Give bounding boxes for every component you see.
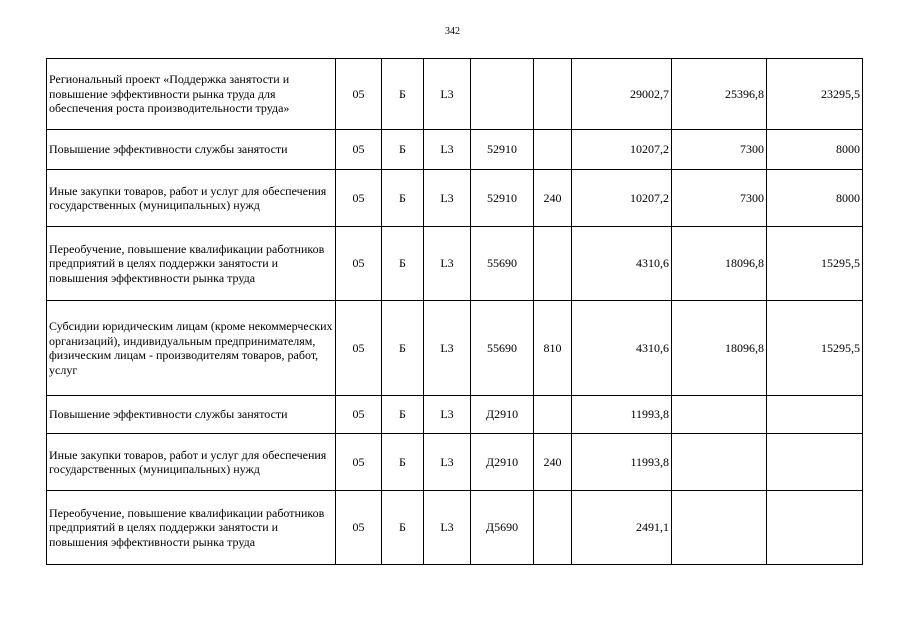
- cell-target: 55690: [471, 227, 534, 301]
- cell-value-1: 10207,2: [572, 130, 672, 170]
- cell-value-1: 4310,6: [572, 227, 672, 301]
- table-row: [47, 227, 863, 301]
- cell-expense-type: [534, 130, 572, 170]
- table-body: [47, 59, 863, 565]
- cell-program: Б: [382, 491, 424, 565]
- cell-target: 55690: [471, 301, 534, 396]
- cell-expense-type: 240: [534, 434, 572, 491]
- cell-value-1: 11993,8: [572, 434, 672, 491]
- row-name: Иные закупки товаров, работ и услуг для обеспечения государственных (муниципальных) нужд: [47, 170, 336, 227]
- cell-subprogram: L3: [424, 396, 471, 434]
- cell-value-3: [767, 396, 863, 434]
- cell-section: 05: [336, 301, 382, 396]
- cell-value-3: 23295,5: [767, 59, 863, 130]
- table-row: [47, 170, 863, 227]
- table-row: [47, 491, 863, 565]
- table-row: [47, 130, 863, 170]
- cell-subprogram: L3: [424, 130, 471, 170]
- cell-subprogram: L3: [424, 59, 471, 130]
- row-name: Субсидии юридическим лицам (кроме некоммерческих организаций), индивидуальным предпринимателям, физическим лицам - производителям товаров, работ, услуг: [47, 301, 336, 396]
- cell-program: Б: [382, 59, 424, 130]
- cell-section: 05: [336, 170, 382, 227]
- cell-value-1: 29002,7: [572, 59, 672, 130]
- cell-expense-type: [534, 227, 572, 301]
- cell-value-2: 7300: [672, 170, 767, 227]
- table-row: [47, 59, 863, 130]
- cell-value-3: 8000: [767, 170, 863, 227]
- cell-value-3: [767, 491, 863, 565]
- cell-expense-type: [534, 59, 572, 130]
- row-name: Переобучение, повышение квалификации работников предприятий в целях поддержки занятости и повышения эффективности рынка труда: [47, 227, 336, 301]
- cell-target: [471, 59, 534, 130]
- cell-program: Б: [382, 130, 424, 170]
- cell-value-1: 11993,8: [572, 396, 672, 434]
- cell-target: Д2910: [471, 396, 534, 434]
- cell-value-2: 18096,8: [672, 227, 767, 301]
- cell-section: 05: [336, 130, 382, 170]
- cell-value-2: [672, 434, 767, 491]
- cell-value-3: [767, 434, 863, 491]
- cell-subprogram: L3: [424, 170, 471, 227]
- cell-target: 52910: [471, 170, 534, 227]
- table-row: [47, 301, 863, 396]
- cell-value-3: 15295,5: [767, 301, 863, 396]
- cell-value-3: 15295,5: [767, 227, 863, 301]
- cell-expense-type: [534, 491, 572, 565]
- budget-table: [46, 58, 863, 565]
- row-name: Иные закупки товаров, работ и услуг для обеспечения государственных (муниципальных) нужд: [47, 434, 336, 491]
- cell-subprogram: L3: [424, 491, 471, 565]
- cell-value-1: 4310,6: [572, 301, 672, 396]
- cell-section: 05: [336, 227, 382, 301]
- cell-expense-type: [534, 396, 572, 434]
- row-name: Региональный проект «Поддержка занятости и повышение эффективности рынка труда для обеспечения роста производительности труда»: [47, 59, 336, 130]
- cell-value-2: 25396,8: [672, 59, 767, 130]
- cell-value-1: 10207,2: [572, 170, 672, 227]
- row-name: Переобучение, повышение квалификации работников предприятий в целях поддержки занятости и повышения эффективности рынка труда: [47, 491, 336, 565]
- cell-section: 05: [336, 396, 382, 434]
- cell-subprogram: L3: [424, 227, 471, 301]
- cell-target: Д5690: [471, 491, 534, 565]
- cell-target: Д2910: [471, 434, 534, 491]
- table-row: [47, 396, 863, 434]
- cell-value-1: 2491,1: [572, 491, 672, 565]
- cell-program: Б: [382, 227, 424, 301]
- cell-subprogram: L3: [424, 301, 471, 396]
- row-name: Повышение эффективности службы занятости: [47, 396, 336, 434]
- cell-section: 05: [336, 491, 382, 565]
- cell-subprogram: L3: [424, 434, 471, 491]
- cell-value-3: 8000: [767, 130, 863, 170]
- row-name: Повышение эффективности службы занятости: [47, 130, 336, 170]
- cell-program: Б: [382, 170, 424, 227]
- cell-value-2: 7300: [672, 130, 767, 170]
- cell-value-2: [672, 491, 767, 565]
- cell-target: 52910: [471, 130, 534, 170]
- cell-expense-type: 240: [534, 170, 572, 227]
- cell-value-2: [672, 396, 767, 434]
- cell-program: Б: [382, 396, 424, 434]
- cell-value-2: 18096,8: [672, 301, 767, 396]
- page-number: 342: [445, 26, 460, 37]
- cell-program: Б: [382, 301, 424, 396]
- cell-section: 05: [336, 59, 382, 130]
- cell-section: 05: [336, 434, 382, 491]
- cell-program: Б: [382, 434, 424, 491]
- cell-expense-type: 810: [534, 301, 572, 396]
- table-row: [47, 434, 863, 491]
